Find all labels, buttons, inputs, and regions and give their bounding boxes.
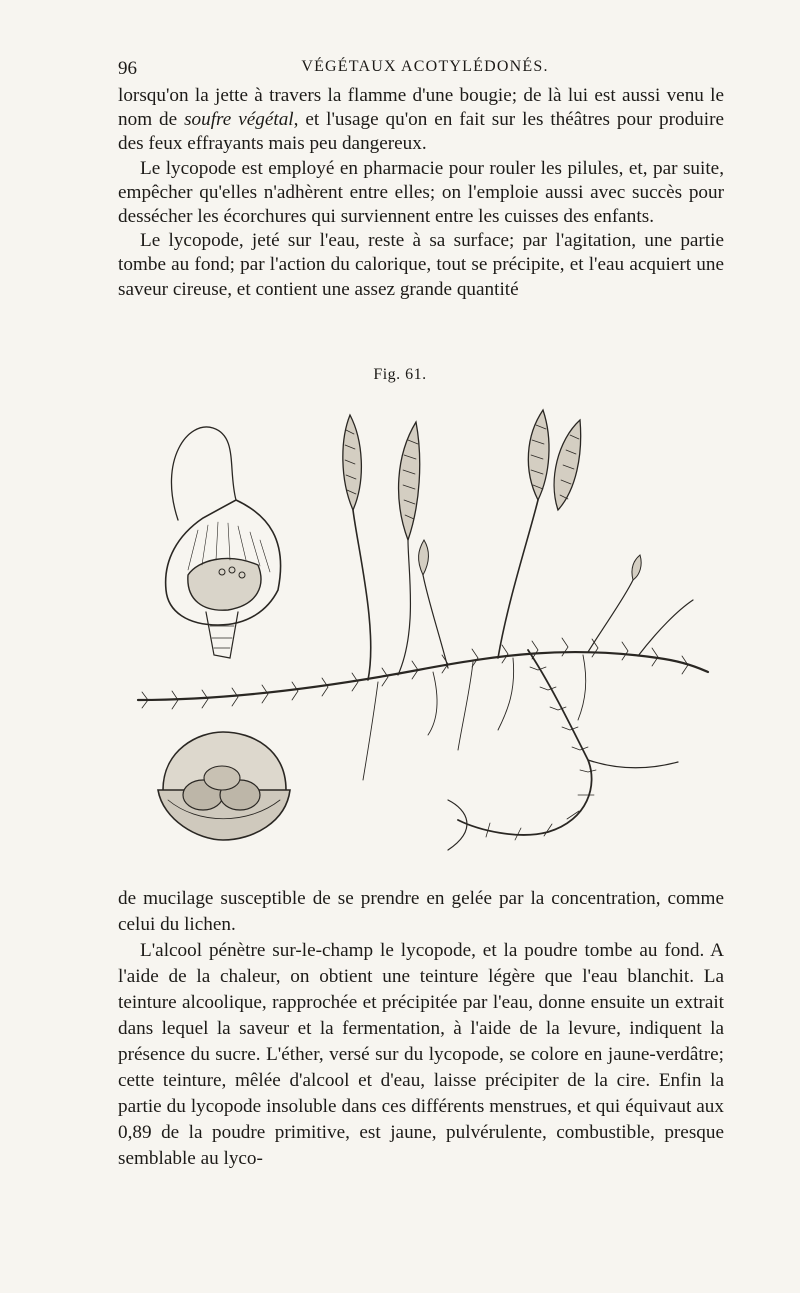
paragraph-1-start: lorsqu'on la jette à travers la flamme d'une bougie; de là lui est aussi venu le nom de [118, 85, 724, 131]
figure-label: Fig. 61. [373, 366, 427, 383]
sporophyll-drawing [166, 427, 281, 658]
paragraph-3: Le lycopode, jeté sur l'eau, reste à sa surface; par l'agitation, une partie tombe au fond; par l'action du calorique, tout se précipite, et l'eau acquiert une saveur cireuse, et contient une assez grande quantité [118, 230, 724, 300]
lycopodium-illustration [118, 400, 718, 870]
paragraph-2: Le lycopode est employé en pharmacie pour rouler les pilules, et, par suite, empêcher qu'elles n'adhèrent entre elles; on l'emploie aussi avec succès pour dessécher les écorchures qui surviennent entre les cuisses des enfants. [118, 157, 724, 228]
text-block-top [118, 84, 724, 302]
paragraph-1-end: , et l'usage qu'on en fait sur les théâtres pour produire des feux effrayants mais peu dangereux. [118, 109, 725, 155]
paragraph-5: L'alcool pénètre sur-le-champ le lycopode, et la poudre tombe au fond. A l'aide de la chaleur, on obtient une teinture légère que l'eau blanchit. La teinture alcoolique, rapprochée et précipitée par l'eau, donne ensuite un extrait dans lequel la saveur et la fermentation, à l'aide de la levure, indiquent la présence du sucre. L'éther, versé sur du lycopode, se colore en jaune-verdâtre; cette teinture, mêlée d'alcool et d'eau, laisse précipiter de la cire. Enfin la partie du lycopode insoluble dans ces différents menstrues, et qui équivaut aux 0,89 de la poudre primitive, est jaune, pulvérulente, combustible, presque semblable au lyco- [118, 940, 724, 1169]
running-title: VÉGÉTAUX ACOTYLÉDONÉS. [301, 58, 549, 75]
paragraph-1 [118, 84, 724, 157]
paragraph-4: de mucilage susceptible de se prendre en gelée par la concentration, comme celui du lichen. [118, 888, 724, 935]
page-number: 96 [118, 58, 137, 79]
running-head [118, 58, 722, 84]
text-block-bottom [118, 886, 724, 1172]
italic-term: soufre végétal [184, 109, 294, 131]
strobili-drawing [343, 410, 641, 580]
spore-drawing [158, 732, 290, 840]
